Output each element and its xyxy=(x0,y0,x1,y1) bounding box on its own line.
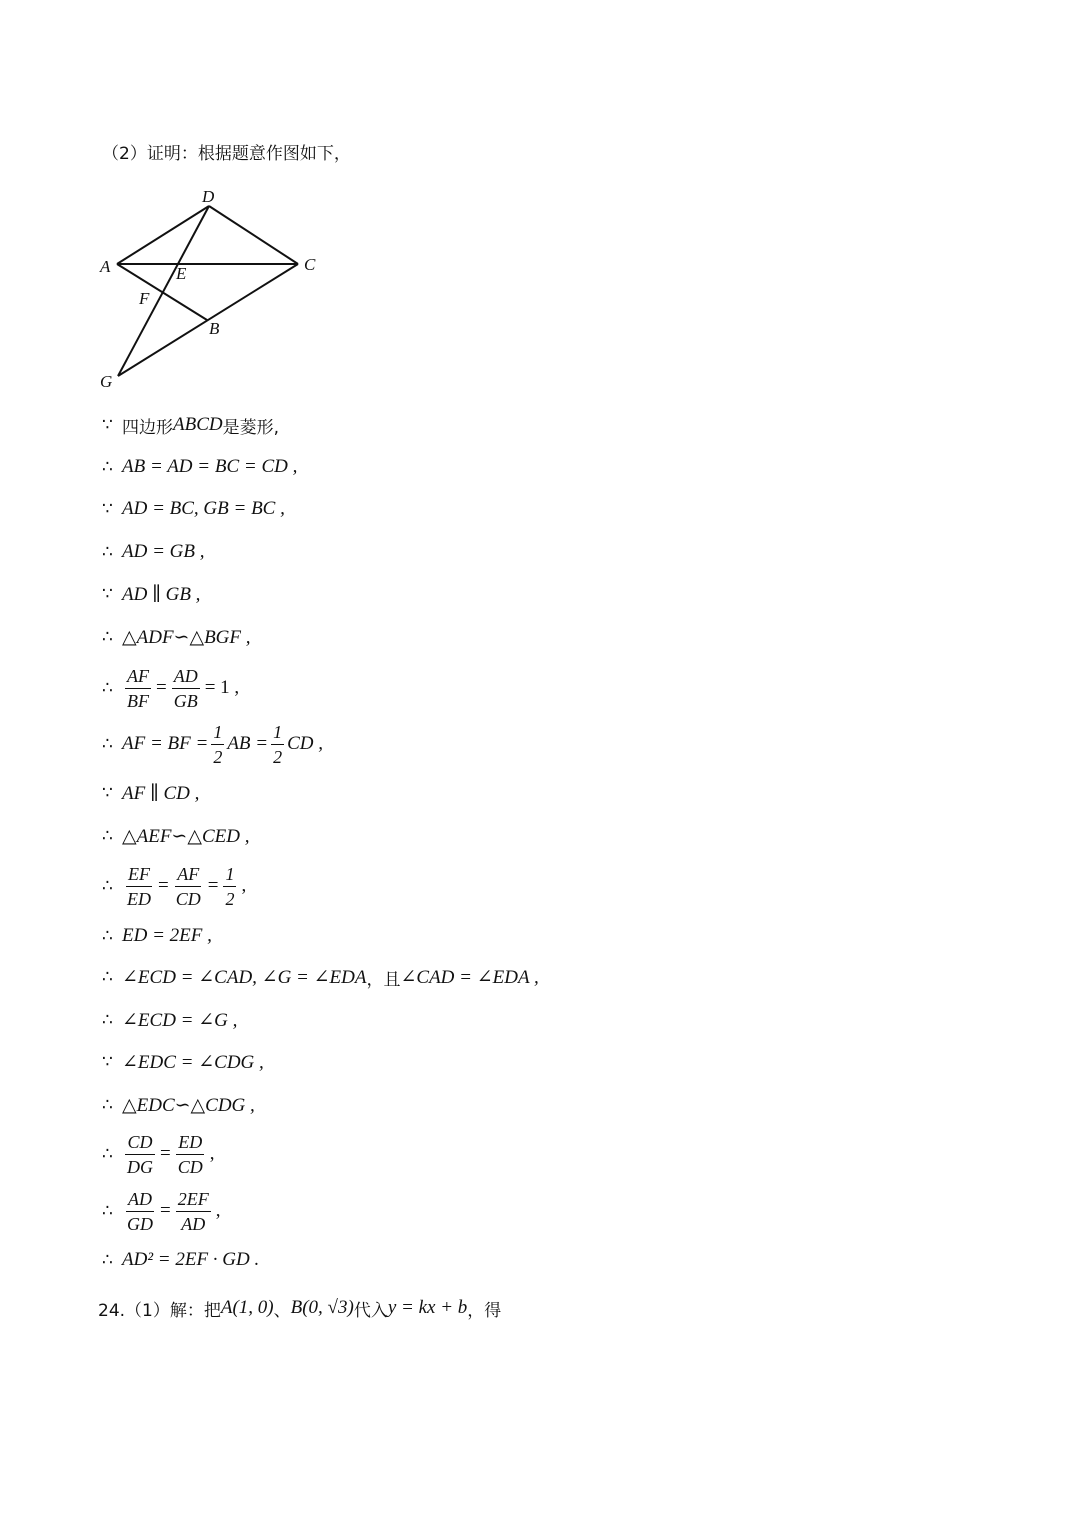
fraction xyxy=(125,1130,155,1179)
proof-line-2 xyxy=(102,452,297,482)
line-text: 是菱形, xyxy=(222,417,280,438)
numerator: AF xyxy=(175,862,201,887)
line-math: ∠ECD = ∠G , xyxy=(122,1009,238,1031)
because-symbol: ∵ xyxy=(102,415,113,435)
geometry-diagram xyxy=(92,182,332,392)
denominator: DG xyxy=(127,1156,153,1177)
proof-line-7 xyxy=(102,660,241,716)
because-symbol: ∵ xyxy=(102,783,113,803)
label-F: F xyxy=(139,289,150,308)
denominator: 2 xyxy=(225,888,235,909)
line-math: ED = 2EF , xyxy=(122,925,212,946)
denominator: BF xyxy=(127,690,149,711)
proof-line-17 xyxy=(102,1126,216,1182)
proof-line-9 xyxy=(102,778,199,808)
proof-line-18 xyxy=(102,1183,222,1239)
fraction xyxy=(172,664,200,713)
fraction xyxy=(176,1187,211,1236)
proof-line-19 xyxy=(102,1245,259,1275)
line-math: △ADF∽△BGF , xyxy=(122,626,251,648)
linear-equation: y = kx + b xyxy=(387,1297,468,1318)
line-tail: CD , xyxy=(287,733,324,754)
line-math: ABCD xyxy=(173,414,223,435)
denominator: GB xyxy=(173,690,198,711)
proof-line-16 xyxy=(102,1090,255,1120)
therefore-symbol: ∴ xyxy=(102,734,113,754)
proof-line-6 xyxy=(102,622,251,652)
question-24-line xyxy=(98,1293,501,1323)
numerator: 2EF xyxy=(176,1187,211,1212)
numerator: 1 xyxy=(271,720,284,745)
proof-line-13 xyxy=(102,962,539,992)
fraction xyxy=(125,664,151,713)
numerator: 1 xyxy=(223,862,236,887)
proof-line-4 xyxy=(102,537,204,567)
therefore-symbol: ∴ xyxy=(102,627,113,647)
therefore-symbol: ∴ xyxy=(102,826,113,846)
line-tail: , xyxy=(215,1200,221,1221)
therefore-symbol: ∴ xyxy=(102,1095,113,1115)
numerator: 1 xyxy=(211,720,224,745)
denominator: ED xyxy=(127,888,151,909)
line-math: AD = GB , xyxy=(122,541,205,562)
intro-text: （2）证明：根据题意作图如下， xyxy=(102,144,351,164)
line-text: ，得 xyxy=(467,1300,502,1321)
therefore-symbol: ∴ xyxy=(102,876,113,896)
therefore-symbol: ∴ xyxy=(102,542,113,562)
line-tail: , xyxy=(241,875,247,896)
line-math: AB = xyxy=(227,733,269,754)
proof-line-11 xyxy=(102,858,248,914)
equals-sign: = xyxy=(160,1200,171,1221)
proof-line-14 xyxy=(102,1005,237,1035)
line-tail: = 1 , xyxy=(204,677,240,698)
question-number: 24.（1）解：把 xyxy=(98,1300,221,1321)
label-B: B xyxy=(209,319,220,338)
denominator: CD xyxy=(175,888,201,909)
proof-line-8 xyxy=(102,716,323,772)
equals-sign: = xyxy=(156,677,167,698)
denominator: AD xyxy=(181,1213,206,1234)
point-a: A(1, 0) xyxy=(220,1297,274,1318)
denominator: 2 xyxy=(213,746,223,767)
numerator: AD xyxy=(172,664,200,689)
line-math: AF = BF = xyxy=(122,733,209,754)
segment-DG xyxy=(118,206,209,376)
label-D: D xyxy=(202,187,215,206)
label-E: E xyxy=(176,264,187,283)
numerator: AD xyxy=(126,1187,154,1212)
line-math: AF ∥ CD , xyxy=(122,782,200,804)
label-C: C xyxy=(304,255,316,274)
line-text: ，且 xyxy=(366,969,401,990)
therefore-symbol: ∴ xyxy=(102,1201,113,1221)
proof-line-5 xyxy=(102,579,200,609)
fraction xyxy=(125,862,153,911)
line-text: 四边形 xyxy=(122,417,173,438)
line-math: ∠ECD = ∠CAD, ∠G = ∠EDA xyxy=(122,966,367,988)
separator: 、 xyxy=(273,1300,291,1321)
therefore-symbol: ∴ xyxy=(102,1144,113,1164)
therefore-symbol: ∴ xyxy=(102,678,113,698)
line-math: AD² = 2EF · GD . xyxy=(122,1249,260,1270)
line-math: AD ∥ GB , xyxy=(122,583,201,605)
because-symbol: ∵ xyxy=(102,584,113,604)
line-math: AB = AD = BC = CD , xyxy=(122,456,298,477)
fraction xyxy=(125,1187,155,1236)
numerator: CD xyxy=(125,1130,154,1155)
numerator: AF xyxy=(125,664,151,689)
line-math: AD = BC, GB = BC , xyxy=(122,498,285,519)
label-G: G xyxy=(100,372,113,391)
numerator: EF xyxy=(126,862,152,887)
segment-DC xyxy=(209,206,298,264)
proof-line-1 xyxy=(102,410,279,440)
because-symbol: ∵ xyxy=(102,499,113,519)
line-math: △EDC∽△CDG , xyxy=(122,1094,255,1116)
line-math: ∠EDC = ∠CDG , xyxy=(122,1051,264,1073)
proof-line-10 xyxy=(102,821,249,851)
denominator: 2 xyxy=(273,746,283,767)
numerator: ED xyxy=(176,1130,204,1155)
fraction xyxy=(211,720,224,769)
rhombus-figure xyxy=(92,182,332,392)
label-A: A xyxy=(100,257,111,276)
therefore-symbol: ∴ xyxy=(102,926,113,946)
therefore-symbol: ∴ xyxy=(102,967,113,987)
denominator: CD xyxy=(177,1156,203,1177)
fraction xyxy=(223,862,236,911)
equals-sign: = xyxy=(207,875,219,896)
point-b: B(0, √3) xyxy=(290,1297,354,1318)
equals-sign: = xyxy=(158,875,169,896)
equals-sign: = xyxy=(160,1143,171,1164)
denominator: GD xyxy=(127,1213,153,1234)
therefore-symbol: ∴ xyxy=(102,1250,113,1270)
segment-AD xyxy=(117,206,209,264)
because-symbol: ∵ xyxy=(102,1052,113,1072)
proof-line-12 xyxy=(102,921,212,951)
therefore-symbol: ∴ xyxy=(102,1010,113,1030)
fraction xyxy=(174,862,203,911)
proof-line-3 xyxy=(102,494,285,524)
therefore-symbol: ∴ xyxy=(102,457,113,477)
line-text: 代入 xyxy=(353,1300,388,1321)
line-tail: , xyxy=(209,1143,215,1164)
fraction xyxy=(176,1130,205,1179)
line-math: ∠CAD = ∠EDA , xyxy=(400,966,539,988)
line-math: △AEF∽△CED , xyxy=(122,825,250,847)
fraction xyxy=(271,720,284,769)
proof-line-15 xyxy=(102,1047,264,1077)
